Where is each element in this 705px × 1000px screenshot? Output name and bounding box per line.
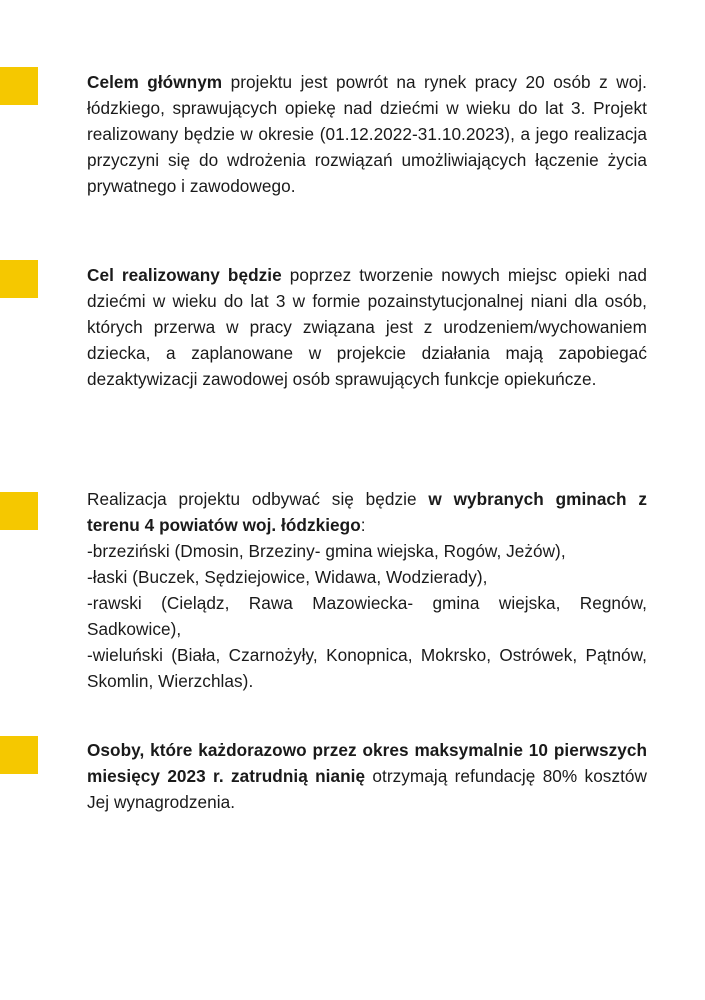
district-item: -wieluński (Biała, Czarnożyły, Konopnica, Mokrsko, Ostrówek, Pątnów, Skomlin, Wierzchlas). xyxy=(87,645,647,691)
section-marker-4 xyxy=(0,736,38,774)
section-method-paragraph xyxy=(87,262,647,392)
section-method-lead: Cel realizowany będzie xyxy=(87,265,282,285)
section-goal-lead: Celem głównym xyxy=(87,72,223,92)
section-area-intro xyxy=(87,486,647,538)
district-item: -brzeziński (Dmosin, Brzeziny- gmina wiejska, Rogów, Jeżów), xyxy=(87,541,566,561)
section-goal-text: projektu jest powrót na rynek pracy 20 osób z woj. łódzkiego, sprawujących opiekę nad dziećmi w wieku do lat 3. Projekt realizowany będzie w okresie (01.12.2022-31.10.2023), a jego realizacja przyczyni się do wdrożenia rozwiązań umożliwiających łączenie życia prywatnego i zawodowego. xyxy=(87,72,647,196)
section-refund-text: otrzymają refundację 80% kosztów Jej wynagrodzenia. xyxy=(87,766,647,812)
section-goal-paragraph xyxy=(87,69,647,199)
district-item: -łaski (Buczek, Sędziejowice, Widawa, Wodzierady), xyxy=(87,567,488,587)
section-method xyxy=(87,262,647,392)
section-area xyxy=(87,486,647,694)
section-marker-3 xyxy=(0,492,38,530)
section-marker-1 xyxy=(0,67,38,105)
section-refund xyxy=(87,737,647,815)
section-goal xyxy=(87,69,647,199)
section-area-bold: w wybranych gminach z terenu 4 powiatów woj. łódzkiego xyxy=(87,489,647,535)
section-area-lead: Realizacja projektu odbywać się będzie xyxy=(87,489,429,509)
section-method-text: poprzez tworzenie nowych miejsc opieki nad dziećmi w wieku do lat 3 w formie pozainstytucjonalnej niani dla osób, których przerwa w pracy związana jest z urodzeniem/wychowaniem dziecka, a zaplanowane w projekcie działania mają zapobiegać dezaktywizacji zawodowej osób sprawujących funkcje opiekuńcze. xyxy=(87,265,647,389)
section-refund-paragraph xyxy=(87,737,647,815)
section-marker-2 xyxy=(0,260,38,298)
district-item: -rawski (Cielądz, Rawa Mazowiecka- gmina wiejska, Regnów, Sadkowice), xyxy=(87,593,647,639)
section-refund-lead: Osoby, które każdorazowo przez okres maksymalnie 10 pierwszych miesięcy 2023 r. zatrudnią nianię xyxy=(87,740,647,786)
section-area-tail: : xyxy=(360,515,366,535)
